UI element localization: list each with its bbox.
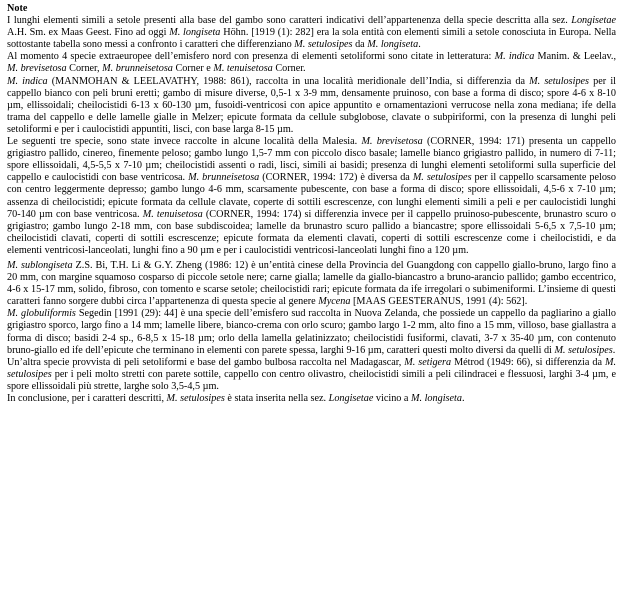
taxon-name: M. brunneisetosa (102, 63, 173, 75)
paragraph-indica (7, 76, 616, 136)
text: Un’altra specie provvista di peli setoliformi e base del gambo bulbosa raccolta nel Madagascar, (7, 356, 405, 368)
text: . (418, 39, 421, 51)
taxon-name: Longisetae (328, 393, 374, 404)
taxon-name: M. setulosipes (412, 172, 472, 184)
taxon-name: M. indica (7, 75, 48, 87)
paragraph-intro (7, 15, 616, 51)
text: . (612, 344, 616, 356)
taxon-name: Mycena (318, 296, 351, 308)
text: Al momento 4 specie extraeuropee dell’emisfero nord con presenza di elementi setoliformi sono citate in letteratura: (7, 51, 495, 63)
taxon-name: M. tenuisetosa (213, 63, 273, 75)
text: per i peli molto stretti con parete sottile, cappello con centro olivastro, cheilocistidi simili a peli cilindracei e flessuosi, larghi 3-4 µm, e spore ellissoidali più strette, larghe solo 3,5-4,5 µm. (7, 368, 616, 392)
taxon-name: M. longiseta (367, 39, 419, 51)
text: (CORNER, 1994: 172) è diversa da (259, 172, 413, 184)
taxon-name: Longisetae (571, 15, 616, 27)
taxon-name: M. setulosipes (7, 356, 617, 380)
text: I lunghi elementi simili a setole presenti alla base del gambo sono caratteri indicativi dell’appartenenza della specie descritta alla sez. (7, 15, 572, 27)
paragraph-extraeuropean (7, 51, 616, 75)
paragraph-conclusion (7, 393, 616, 405)
paragraph-malesia (7, 136, 616, 257)
taxon-name: M. setulosipes (294, 39, 353, 51)
text: (CORNER, 1994: 174) si differenzia invece per il cappello pruinoso-pubescente, brunastro scuro o grigiastro; gambo lungo 2-18 mm, con base subdiscoidea; lamelle da brunastro scuro pallido a biancastre; spore ellissoidali 5-6,5 x 7,5-10 µm; cheilocistidi clavati, coperti di sottili escrescenze; epicute formata da elementi clavati, coperti di sottili escrescenze come i cheilocistidi, e da elementi ventricosi-lanceolati, lunghi fino a 90 µm e per i caulocistidi ventricosi-lanceolati lunghi fino a 120 µm. (7, 208, 616, 256)
taxon-name: M. tenuisetosa (142, 208, 203, 220)
taxon-name: M. brunneisetosa (188, 172, 260, 184)
text: per il cappello scarsamente peloso con centro leggermente depresso; gambo lungo 4-6 mm, scarsamente pubescente, con base a forma di disco; spore ellissoidali, 4,5-6 x 7-10 µm; assenza di cheilocistidi; epicute formata da cellule clavate, coperte di sottili escrescenze, con lunghi elementi simili a peli e per caulocistidi lunghi 70-140 µm con base ventricosa. (7, 172, 616, 220)
section-title: Note (7, 3, 28, 14)
text: A.H. Sm. ex Maas Geest. Fino ad oggi (7, 27, 170, 39)
paragraph-globuliformis (7, 308, 616, 356)
text: [MAAS GEESTERANUS, 1991 (4): 562]. (350, 296, 528, 308)
text: . (461, 393, 465, 404)
text: (MANMOHAN & LEELAVATHY, 1988: 861), raccolta in una località meridionale dell’India, si differenzia da (47, 75, 530, 87)
text: per il cappello bianco con peli bruni eretti; gambo di misure diverse, 0,5-1 x 3-9 mm, densamente pruinoso, con base a forma di disco; spore 4-6 x 8-10 µm, ellissoidali; cheilocistidi 6-13 x 60-130 µm, fusoidi-ventricosi con apice appuntito e ornamentazioni verrucose nella zona mediana; ife della trama del cappello e delle lamelle gialle in Melzer; epicute formata da cellule subglobose, clavate o subpiriformi, con la presenza di lunghi peli setoliformi e per i caulocistidi appuntiti, lisci, con base larga 8-15 µm. (7, 75, 616, 135)
text: Z.S. Bi, T.H. Li & G.Y. Zheng (1986: 12) è un’entità cinese della Provincia del Guangdong con cappello giallo-bruno, largo fino a 20 mm, con margine squamoso cosparso di piccole setole nere; carne gialla; lamelle da giallo-biancastro a bruno-arancio pallido; gambo eccentrico, 4-6 x 15-17 mm, solido, fibroso, con tomento e scarse setole; cheilocistidi rari; epicute formata da ife irregolari o subimeniformi. L’insieme di questi caratteri fanno sorgere dubbi circa l’appartenenza di questa specie al genere (7, 259, 616, 308)
taxon-name: M. longiseta (411, 393, 462, 404)
text: vicino a (373, 393, 412, 404)
taxon-name: M. setulosipes (554, 344, 613, 356)
text: Manim. & Leelav., (534, 51, 617, 63)
taxon-name: M. brevisetosa (361, 136, 423, 148)
text: Höhn. [1919 (1): 282] era la sola entità con elementi simili a setole conosciuta in Europa. Nella sottostante tabella sono messi a confronto i caratteri che differenziano (7, 27, 617, 51)
taxon-name: M. brevisetosa (7, 63, 67, 75)
paragraph-sublongiseta (7, 260, 616, 308)
text: da (352, 39, 368, 51)
taxon-name: M. longiseta (169, 27, 221, 39)
taxon-name: M. sublongiseta (7, 259, 73, 271)
text: (CORNER, 1994: 171) presenta un cappello grigiastro pallido, cinereo, finemente peloso; gambo lungo 1,5-7 mm con piccolo disco basale; lamelle bianco grigiastro pallido, in numero di 7-11; spore ellissoidali, 4,5-5,5 x 7-10 µm; cheilocistidi assenti o radi, lisci, simili ai basidi; presenza di lunghi elementi setoliformi sulla superficie del cappello e caulocistidi con base ventricosa. (7, 136, 616, 184)
taxon-name: M. setulosipes (529, 75, 590, 87)
taxon-name: M. setulosipes (166, 393, 225, 404)
text: Le seguenti tre specie, sono state invece raccolte in alcune località della Malesia. (7, 136, 362, 148)
text: Métrod (1949: 66), si differenzia da (451, 356, 605, 368)
paragraph-setigera (7, 357, 616, 393)
text: In conclusione, per i caratteri descritti, (7, 393, 167, 404)
text: Corner, (66, 63, 103, 75)
taxon-name: M. setigera (404, 356, 452, 368)
taxon-name: M. indica (494, 51, 535, 63)
taxon-name: M. globuliformis (7, 308, 76, 320)
text: Corner. (272, 63, 306, 75)
text: è stata inserita nella sez. (224, 393, 329, 404)
text: Corner e (172, 63, 214, 75)
text: Segedin [1991 (29): 44] è una specie dell’emisfero sud raccolta in Nuova Zelanda, che possiede un cappello da pagliarino a giallo grigiastro sporco, largo fino a 14 mm; lamelle libere, bianco-crema con orlo scuro; gambo largo 1-2 mm, alto fino a 15 mm, villoso, base giallastra a forma di disco; basidi 2-4 sp., 6-8,5 x 15-18 µm; orlo della lamella gelatinizzato; cheilocistidi fusiformi, clavati, 3-7 x 35-40 µm, con contenuto bruno-giallo ed ife dell’epicute che terminano in elementi con parete spessa, larghi 9-16 µm, caratteri questi molto diversi da quelli di (7, 308, 616, 356)
